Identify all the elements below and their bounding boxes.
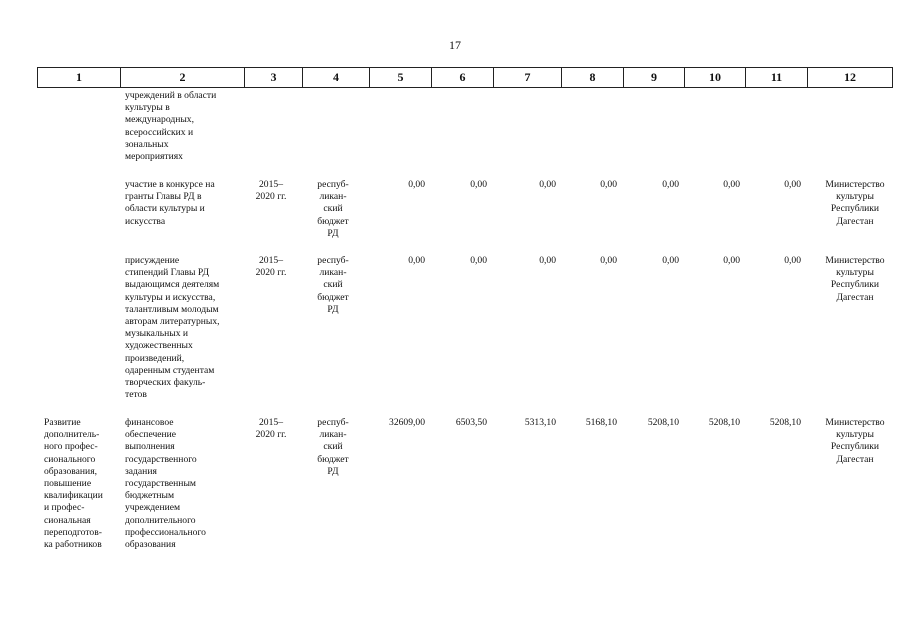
amount-cell-col-7: 0,00: [539, 255, 556, 266]
executor-cell-line: Дагестан: [836, 453, 874, 465]
measure-description-cell-line: гранты Главы РД в: [125, 191, 202, 203]
funding-source-cell-line: бюджет: [317, 215, 349, 227]
executor-cell: [815, 179, 895, 228]
amount-cell-col-11: 5208,10: [769, 417, 801, 428]
activity-name-cell-line: квалификации: [44, 490, 103, 502]
amount-cell-col-9: 0,00: [662, 255, 679, 266]
funding-source-cell-line: РД: [327, 227, 339, 239]
measure-description-cell-line: области культуры и: [125, 203, 205, 215]
measure-description-cell-line: творческих факуль-: [125, 377, 206, 389]
amount-cell-col-8: 5168,10: [585, 417, 617, 428]
measure-description-cell-line: произведений,: [125, 352, 185, 364]
measure-description-cell-line: обеспечение: [125, 429, 177, 441]
activity-name-cell-line: Развитие: [44, 417, 81, 428]
executor-cell-line: Дагестан: [836, 291, 874, 303]
page-number: 17: [449, 38, 461, 52]
funding-source-cell-line: РД: [327, 465, 339, 477]
amount-cell-col-6: 6503,50: [455, 417, 487, 428]
executor-cell-line: Министерство: [825, 179, 885, 190]
header-col-12: 12: [808, 68, 893, 88]
measure-description-cell-line: дополнительного: [125, 514, 196, 526]
measure-description-cell-line: культуры в: [125, 102, 170, 114]
period-cell-line: 2015–: [259, 417, 283, 428]
amount-cell-col-6: 0,00: [470, 255, 487, 266]
amount-cell-col-11: 0,00: [784, 255, 801, 266]
amount-cell-col-11: 0,00: [784, 179, 801, 190]
measure-description-cell-line: искусства: [125, 215, 166, 227]
amount-cell-col-7: 5313,10: [524, 417, 556, 428]
executor-cell-line: Дагестан: [836, 215, 874, 227]
measure-description-cell-line: культуры и искусства,: [125, 291, 216, 303]
period-cell-line: 2020 гг.: [255, 267, 287, 279]
header-col-10: 10: [685, 68, 746, 88]
funding-source-cell-line: респуб-: [317, 255, 349, 266]
header-col-4: 4: [303, 68, 370, 88]
measure-description-cell: [125, 417, 247, 551]
amount-cell-col-10: 0,00: [723, 179, 740, 190]
measure-description-cell-line: учреждений в области: [125, 90, 217, 101]
measure-description-cell-line: художественных: [125, 340, 193, 352]
activity-name-cell-line: ка работников: [44, 539, 102, 551]
funding-source-cell-line: ский: [323, 441, 343, 453]
executor-cell-line: Министерство: [825, 255, 885, 266]
measure-description-cell-line: задания: [125, 465, 157, 477]
measure-description-cell-line: государственного: [125, 453, 197, 465]
executor-cell: [815, 417, 895, 466]
funding-source-cell-line: ский: [323, 203, 343, 215]
funding-source-cell-line: ликан-: [319, 191, 347, 203]
executor-cell-line: культуры: [836, 429, 874, 441]
measure-description-cell: [125, 90, 247, 163]
measure-description-cell-line: образования: [125, 539, 176, 551]
executor-cell-line: Республики: [830, 441, 880, 453]
amount-cell-col-9: 0,00: [662, 179, 679, 190]
measure-description-cell-line: зональных: [125, 138, 169, 150]
measure-description-cell-line: профессионального: [125, 526, 206, 538]
measure-description-cell-line: выполнения: [125, 441, 175, 453]
measure-description-cell: [125, 255, 247, 401]
measure-description-cell-line: авторам литературных,: [125, 316, 220, 328]
measure-description-cell-line: мероприятиях: [125, 151, 183, 163]
funding-source-cell-line: ский: [323, 279, 343, 291]
amount-cell-col-5: 0,00: [408, 179, 425, 190]
activity-name-cell: [44, 417, 120, 551]
header-col-1: 1: [38, 68, 121, 88]
amount-cell-col-7: 0,00: [539, 179, 556, 190]
header-col-6: 6: [432, 68, 494, 88]
funding-source-cell-line: РД: [327, 303, 339, 315]
measure-description-cell-line: выдающимся деятелям: [125, 279, 220, 291]
funding-source-cell-line: ликан-: [319, 267, 347, 279]
amount-cell-col-6: 0,00: [470, 179, 487, 190]
period-cell-line: 2020 гг.: [255, 429, 287, 441]
measure-description-cell-line: международных,: [125, 114, 195, 126]
measure-description-cell-line: присуждение: [125, 255, 180, 266]
amount-cell-col-8: 0,00: [600, 255, 617, 266]
funding-source-cell: [307, 255, 359, 316]
activity-name-cell-line: сионального: [44, 453, 96, 465]
header-col-5: 5: [370, 68, 432, 88]
measure-description-cell-line: всероссийских и: [125, 126, 194, 138]
amount-cell-col-10: 5208,10: [708, 417, 740, 428]
activity-name-cell-line: дополнитель-: [44, 429, 100, 441]
measure-description-cell-line: талантливым молодым: [125, 303, 219, 315]
amount-cell-col-5: 32609,00: [389, 417, 425, 428]
executor-cell: [815, 255, 895, 304]
period-cell-line: 2020 гг.: [255, 191, 287, 203]
measure-description-cell-line: финансовое: [125, 417, 174, 428]
measure-description-cell-line: государственным: [125, 478, 196, 490]
amount-cell-col-10: 0,00: [723, 255, 740, 266]
executor-cell-line: Министерство: [825, 417, 885, 428]
header-col-7: 7: [494, 68, 562, 88]
period-cell-line: 2015–: [259, 179, 283, 190]
activity-name-cell-line: сиональная: [44, 514, 91, 526]
period-cell: [249, 417, 293, 441]
amount-cell-col-8: 0,00: [600, 179, 617, 190]
measure-description-cell: [125, 179, 247, 228]
funding-source-cell-line: ликан-: [319, 429, 347, 441]
funding-source-cell: [307, 417, 359, 478]
amount-cell-col-9: 5208,10: [647, 417, 679, 428]
measure-description-cell-line: учреждением: [125, 502, 181, 514]
funding-source-cell: [307, 179, 359, 240]
executor-cell-line: Республики: [830, 279, 880, 291]
activity-name-cell-line: переподготов-: [44, 526, 102, 538]
funding-source-cell-line: бюджет: [317, 453, 349, 465]
measure-description-cell-line: участие в конкурсе на: [125, 179, 215, 190]
measure-description-cell-line: одаренным студентам: [125, 364, 215, 376]
activity-name-cell-line: и профес-: [44, 502, 85, 514]
header-col-9: 9: [624, 68, 685, 88]
activity-name-cell-line: ного профес-: [44, 441, 98, 453]
activity-name-cell-line: образования,: [44, 465, 98, 477]
funding-source-cell-line: респуб-: [317, 179, 349, 190]
header-col-2: 2: [121, 68, 245, 88]
header-col-11: 11: [746, 68, 808, 88]
period-cell-line: 2015–: [259, 255, 283, 266]
measure-description-cell-line: музыкальных и: [125, 328, 189, 340]
header-col-3: 3: [245, 68, 303, 88]
period-cell: [249, 179, 293, 203]
period-cell: [249, 255, 293, 279]
measure-description-cell-line: стипендий Главы РД: [125, 267, 210, 279]
activity-name-cell-line: повышение: [44, 478, 92, 490]
measure-description-cell-line: бюджетным: [125, 490, 175, 502]
executor-cell-line: культуры: [836, 267, 874, 279]
amount-cell-col-5: 0,00: [408, 255, 425, 266]
executor-cell-line: культуры: [836, 191, 874, 203]
funding-source-cell-line: бюджет: [317, 291, 349, 303]
table-header: [37, 67, 893, 88]
funding-source-cell-line: респуб-: [317, 417, 349, 428]
header-col-8: 8: [562, 68, 624, 88]
executor-cell-line: Республики: [830, 203, 880, 215]
measure-description-cell-line: тетов: [125, 389, 147, 401]
